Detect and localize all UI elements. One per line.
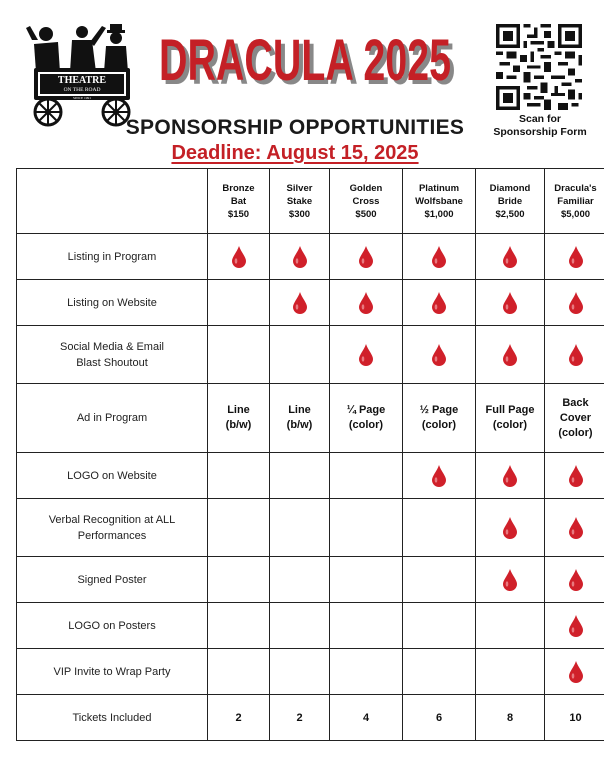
ad-cell: Line (b/w) <box>208 384 270 453</box>
row-label: LOGO on Posters <box>17 603 208 649</box>
row-label: Ad in Program <box>17 384 208 453</box>
row-label: LOGO on Website <box>17 453 208 499</box>
ticket-count: 6 <box>403 695 476 741</box>
ticket-count: 2 <box>208 695 270 741</box>
qr-code-icon[interactable] <box>494 24 584 110</box>
blood-drop-icon <box>292 246 308 268</box>
tickets-row <box>17 695 604 741</box>
ticket-count: 10 <box>545 695 604 741</box>
table-row <box>17 280 604 326</box>
row-label: Listing on Website <box>17 280 208 326</box>
blood-drop-icon <box>431 344 447 366</box>
qr-caption-line2: Sponsorship Form <box>493 126 587 138</box>
tier-header-diamond: Diamond Bride $2,500 <box>476 169 545 234</box>
qr-caption <box>486 113 594 139</box>
logo-text-road: ON THE ROAD <box>63 87 101 93</box>
row-label: Verbal Recognition at ALL Performances <box>17 499 208 557</box>
blood-drop-icon <box>502 517 518 539</box>
blood-drop-icon <box>358 292 374 314</box>
title-text: DRACULA 2025 <box>159 28 451 93</box>
theatre-logo <box>24 22 142 128</box>
blood-drop-icon <box>568 615 584 637</box>
title-shadow: DRACULA 2025 <box>163 32 455 97</box>
row-label: Listing in Program <box>17 234 208 280</box>
sponsorship-table <box>16 168 604 741</box>
table-row <box>17 603 604 649</box>
subtitle: SPONSORSHIP OPPORTUNITIES <box>125 116 465 139</box>
deadline: Deadline: August 15, 2025 <box>171 142 419 164</box>
blood-drop-icon <box>292 292 308 314</box>
blood-drop-icon <box>502 569 518 591</box>
table-row <box>17 649 604 695</box>
blood-drop-icon <box>568 292 584 314</box>
ticket-count: 2 <box>270 695 330 741</box>
blood-drop-icon <box>231 246 247 268</box>
tier-header-row <box>17 169 604 234</box>
blood-drop-icon <box>568 465 584 487</box>
blood-drop-icon <box>502 344 518 366</box>
ad-cell: Full Page (color) <box>476 384 545 453</box>
ad-cell: Back Cover (color) <box>545 384 604 453</box>
page-title <box>150 20 460 100</box>
table-row <box>17 557 604 603</box>
table-row <box>17 326 604 384</box>
tier-header-golden: Golden Cross $500 <box>330 169 403 234</box>
corner-cell <box>17 169 208 234</box>
tier-header-platinum: Platinum Wolfsbane $1,000 <box>403 169 476 234</box>
blood-drop-icon <box>568 661 584 683</box>
ad-row <box>17 384 604 453</box>
table-row <box>17 499 604 557</box>
ad-cell: Line (b/w) <box>270 384 330 453</box>
tier-header-bronze: Bronze Bat $150 <box>208 169 270 234</box>
table-row <box>17 453 604 499</box>
logo-text-theatre: THEATRE <box>57 75 107 86</box>
blood-drop-icon <box>502 465 518 487</box>
blood-drop-icon <box>502 292 518 314</box>
qr-caption-line1: Scan for <box>518 113 561 125</box>
row-label: Tickets Included <box>17 695 208 741</box>
blood-drop-icon <box>568 246 584 268</box>
blood-drop-icon <box>431 465 447 487</box>
blood-drop-icon <box>502 246 518 268</box>
blood-drop-icon <box>568 344 584 366</box>
row-label: Signed Poster <box>17 557 208 603</box>
row-label: Social Media & Email Blast Shoutout <box>17 326 208 384</box>
ad-cell: ¼ Page (color) <box>330 384 403 453</box>
ticket-count: 8 <box>476 695 545 741</box>
blood-drop-icon <box>358 344 374 366</box>
tier-header-familiar: Dracula's Familiar $5,000 <box>545 169 604 234</box>
blood-drop-icon <box>431 292 447 314</box>
blood-drop-icon <box>568 569 584 591</box>
logo-text-since: SINCE 1991 <box>73 96 91 100</box>
tier-header-silver: Silver Stake $300 <box>270 169 330 234</box>
blood-drop-icon <box>358 246 374 268</box>
row-label: VIP Invite to Wrap Party <box>17 649 208 695</box>
blood-drop-icon <box>431 246 447 268</box>
ticket-count: 4 <box>330 695 403 741</box>
ad-cell: ½ Page (color) <box>403 384 476 453</box>
blood-drop-icon <box>568 517 584 539</box>
table-row <box>17 234 604 280</box>
